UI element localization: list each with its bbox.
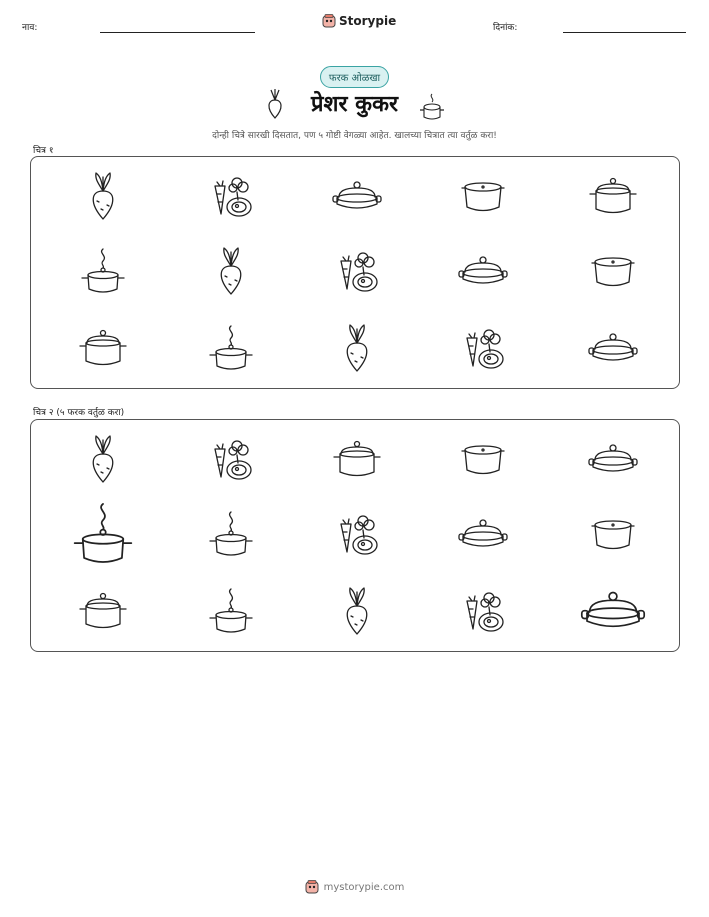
footer: [305, 880, 405, 894]
picture-1-label: चित्र १: [33, 146, 54, 156]
simple-pot-icon[interactable]: [453, 430, 513, 490]
beet-icon[interactable]: [73, 167, 133, 227]
page-title: प्रेशर कुकर: [311, 92, 398, 117]
steaming-pot-icon[interactable]: [201, 582, 261, 642]
beet-icon[interactable]: [73, 430, 133, 490]
brand-logo: [322, 14, 396, 28]
storypie-mascot-icon: [305, 880, 319, 894]
date-line[interactable]: [563, 32, 686, 33]
flat-pot-icon[interactable]: [583, 582, 643, 642]
veggie-meat-icon[interactable]: [327, 242, 387, 302]
beet-icon[interactable]: [201, 242, 261, 302]
picture-2-label: चित्र २ (५ फरक वर्तुळ करा): [33, 408, 125, 418]
picture-1-panel: [30, 156, 680, 389]
date-label: दिनांक:: [493, 23, 518, 33]
flat-pot-icon[interactable]: [453, 505, 513, 565]
veggie-meat-icon[interactable]: [453, 319, 513, 379]
name-line[interactable]: [100, 32, 255, 33]
beet-icon[interactable]: [327, 319, 387, 379]
simple-pot-icon[interactable]: [583, 505, 643, 565]
steaming-pot-icon[interactable]: [73, 242, 133, 302]
lidded-pot-icon[interactable]: [73, 319, 133, 379]
veggie-meat-icon[interactable]: [201, 430, 261, 490]
simple-pot-icon[interactable]: [453, 167, 513, 227]
flat-pot-icon[interactable]: [327, 167, 387, 227]
storypie-mascot-icon: [322, 14, 336, 28]
lidded-pot-icon[interactable]: [583, 167, 643, 227]
picture-2-panel: [30, 419, 680, 652]
flat-pot-icon[interactable]: [583, 430, 643, 490]
instructions: दोन्ही चित्रे सारखी दिसतात, पण ५ गोष्टी वेगळ्या आहेत. खालच्या चित्रात त्या वर्तुळ करा!: [212, 131, 497, 141]
brand-name: Storypie: [339, 14, 397, 28]
footer-url[interactable]: mystorypie.com: [323, 881, 405, 893]
beet-icon[interactable]: [327, 582, 387, 642]
flat-pot-icon[interactable]: [583, 319, 643, 379]
activity-badge: फरक ओळखा: [320, 66, 389, 88]
lidded-pot-icon[interactable]: [327, 430, 387, 490]
flat-pot-icon[interactable]: [453, 242, 513, 302]
veggie-meat-icon[interactable]: [327, 505, 387, 565]
steaming-pot-icon[interactable]: [73, 505, 133, 565]
veggie-meat-icon[interactable]: [201, 167, 261, 227]
name-label: नाव:: [22, 23, 38, 33]
steaming-pot-icon[interactable]: [201, 319, 261, 379]
steaming-pot-icon[interactable]: [201, 505, 261, 565]
title-cooker-icon: [418, 92, 446, 126]
simple-pot-icon[interactable]: [583, 242, 643, 302]
lidded-pot-icon[interactable]: [73, 582, 133, 642]
veggie-meat-icon[interactable]: [453, 582, 513, 642]
